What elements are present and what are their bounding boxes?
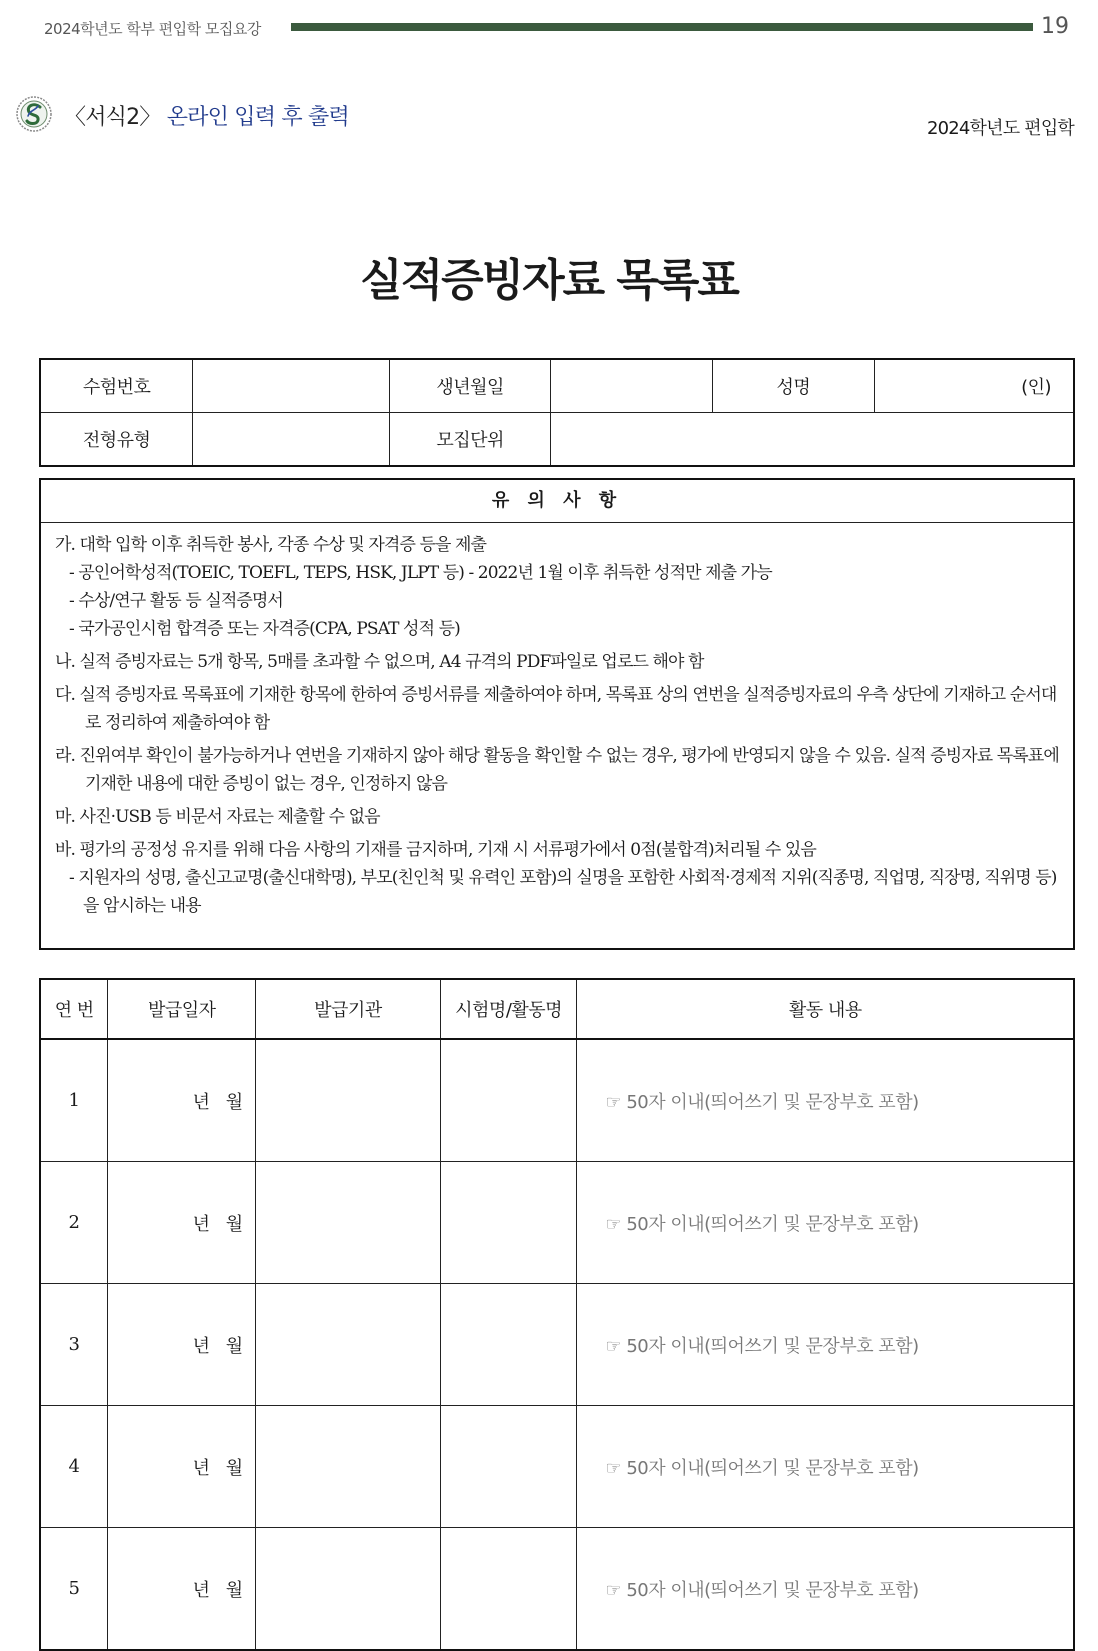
- table-row: [40, 1162, 1074, 1284]
- form-instruction: 온라인 입력 후 출력: [166, 105, 349, 130]
- notice-item: 라. 진위여부 확인이 불가능하거나 연번을 기재하지 않아 해당 활동을 확인할 수 없는 경우, 평가에 반영되지 않을 수 있음. 실적 증빙자료 목록표에 기재한 내용에 대한 증빙이 없는 경우, 인정하지 않음: [55, 746, 1059, 794]
- activity-name-field[interactable]: [440, 1528, 577, 1651]
- recruit-unit-label: 모집단위: [389, 413, 551, 467]
- exam-number-label: 수험번호: [40, 359, 193, 413]
- activity-name-field[interactable]: [440, 1162, 577, 1284]
- activity-content-field[interactable]: ☞ 50자 이내(띄어쓰기 및 문장부호 포함): [577, 1039, 1074, 1162]
- applicant-info-table: [39, 358, 1075, 467]
- table-row: [40, 1039, 1074, 1162]
- admission-type-field[interactable]: [193, 413, 390, 467]
- activity-content-field[interactable]: ☞ 50자 이내(띄어쓰기 및 문장부호 포함): [577, 1528, 1074, 1651]
- issue-date-field[interactable]: 년 월: [108, 1406, 256, 1528]
- notice-subitem: - 국가공인시험 합격증 또는 자격증(CPA, PSAT 성적 등): [69, 619, 460, 639]
- form-label: [64, 100, 349, 131]
- issuer-field[interactable]: [256, 1528, 441, 1651]
- header-rule: [291, 23, 1033, 31]
- row-number: 1: [40, 1039, 108, 1162]
- issuer-field[interactable]: [256, 1284, 441, 1406]
- issue-date-field[interactable]: 년 월: [108, 1528, 256, 1651]
- table-row: [40, 1406, 1074, 1528]
- activity-name-field[interactable]: [440, 1039, 577, 1162]
- activity-name-field[interactable]: [440, 1406, 577, 1528]
- admission-type-label: 전형유형: [40, 413, 193, 467]
- issue-date-field[interactable]: 년 월: [108, 1284, 256, 1406]
- column-header-issue-date: 발급일자: [108, 979, 256, 1039]
- table-row: [40, 1528, 1074, 1651]
- notice-item: 바. 평가의 공정성 유지를 위해 다음 사항의 기재를 금지하며, 기재 시 서류평가에서 0점(불합격)처리될 수 있음: [55, 840, 816, 860]
- row-number: 3: [40, 1284, 108, 1406]
- notice-subitem: - 지원자의 성명, 출신고교명(출신대학명), 부모(친인척 및 유력인 포함)의 실명을 포함한 사회적·경제적 지위(직종명, 직업명, 직장명, 직위명 등)을 암시하는 내용: [69, 868, 1057, 916]
- page-header: [44, 14, 1069, 40]
- activity-name-field[interactable]: [440, 1284, 577, 1406]
- page-number: 19: [1041, 14, 1069, 39]
- table-row: [40, 359, 1074, 413]
- issuer-field[interactable]: [256, 1039, 441, 1162]
- form-header: [14, 96, 1074, 140]
- page-title: 실적증빙자료 목록표: [360, 255, 738, 306]
- notice-body: [41, 523, 1073, 920]
- activity-content-field[interactable]: ☞ 50자 이내(띄어쓰기 및 문장부호 포함): [577, 1406, 1074, 1528]
- column-header-activity-name: 시험명/활동명: [440, 979, 577, 1039]
- notice-item: 마. 사진·USB 등 비문서 자료는 제출할 수 없음: [55, 807, 380, 827]
- table-row: [40, 413, 1074, 467]
- birth-date-label: 생년월일: [389, 359, 551, 413]
- activity-content-field[interactable]: ☞ 50자 이내(띄어쓰기 및 문장부호 포함): [577, 1284, 1074, 1406]
- row-number: 2: [40, 1162, 108, 1284]
- issue-date-field[interactable]: 년 월: [108, 1039, 256, 1162]
- column-header-no: 연 번: [40, 979, 108, 1039]
- activity-content-field[interactable]: ☞ 50자 이내(띄어쓰기 및 문장부호 포함): [577, 1162, 1074, 1284]
- issuer-field[interactable]: [256, 1406, 441, 1528]
- recruit-unit-field[interactable]: [551, 413, 1074, 467]
- notice-subitem: - 공인어학성적(TOEIC, TOEFL, TEPS, HSK, JLPT 등) - 2022년 1월 이후 취득한 성적만 제출 가능: [69, 563, 772, 583]
- seal-mark: (인): [1021, 377, 1051, 398]
- column-header-issuer: 발급기관: [256, 979, 441, 1039]
- birth-date-field[interactable]: [551, 359, 713, 413]
- row-number: 5: [40, 1528, 108, 1651]
- notice-item: 가. 대학 입학 이후 취득한 봉사, 각종 수상 및 자격증 등을 제출: [55, 535, 487, 555]
- issue-date-field[interactable]: 년 월: [108, 1162, 256, 1284]
- table-header-row: [40, 979, 1074, 1039]
- notice-box: [39, 478, 1075, 950]
- notice-title: 유 의 사 항: [41, 480, 1073, 523]
- notice-item: 나. 실적 증빙자료는 5개 항목, 5매를 초과할 수 없으며, A4 규격의 PDF파일로 업로드 해야 함: [55, 652, 704, 672]
- university-logo-icon: [16, 96, 52, 132]
- column-header-activity-content: 활동 내용: [577, 979, 1074, 1039]
- form-number: 〈서식2〉: [64, 105, 161, 130]
- notice-item: 다. 실적 증빙자료 목록표에 기재한 항목에 한하여 증빙서류를 제출하여야 하며, 목록표 상의 연번을 실적증빙자료의 우측 상단에 기재하고 순서대로 정리하여 제출하여야 함: [55, 685, 1057, 733]
- records-table: [39, 978, 1075, 1651]
- name-field[interactable]: [874, 359, 1074, 413]
- exam-number-field[interactable]: [193, 359, 390, 413]
- name-label: 성명: [713, 359, 875, 413]
- notice-subitem: - 수상/연구 활동 등 실적증명서: [69, 591, 283, 611]
- table-row: [40, 1284, 1074, 1406]
- issuer-field[interactable]: [256, 1162, 441, 1284]
- year-label: 2024학년도 편입학: [926, 118, 1074, 139]
- row-number: 4: [40, 1406, 108, 1528]
- document-title: 2024학년도 학부 편입학 모집요강: [44, 20, 261, 38]
